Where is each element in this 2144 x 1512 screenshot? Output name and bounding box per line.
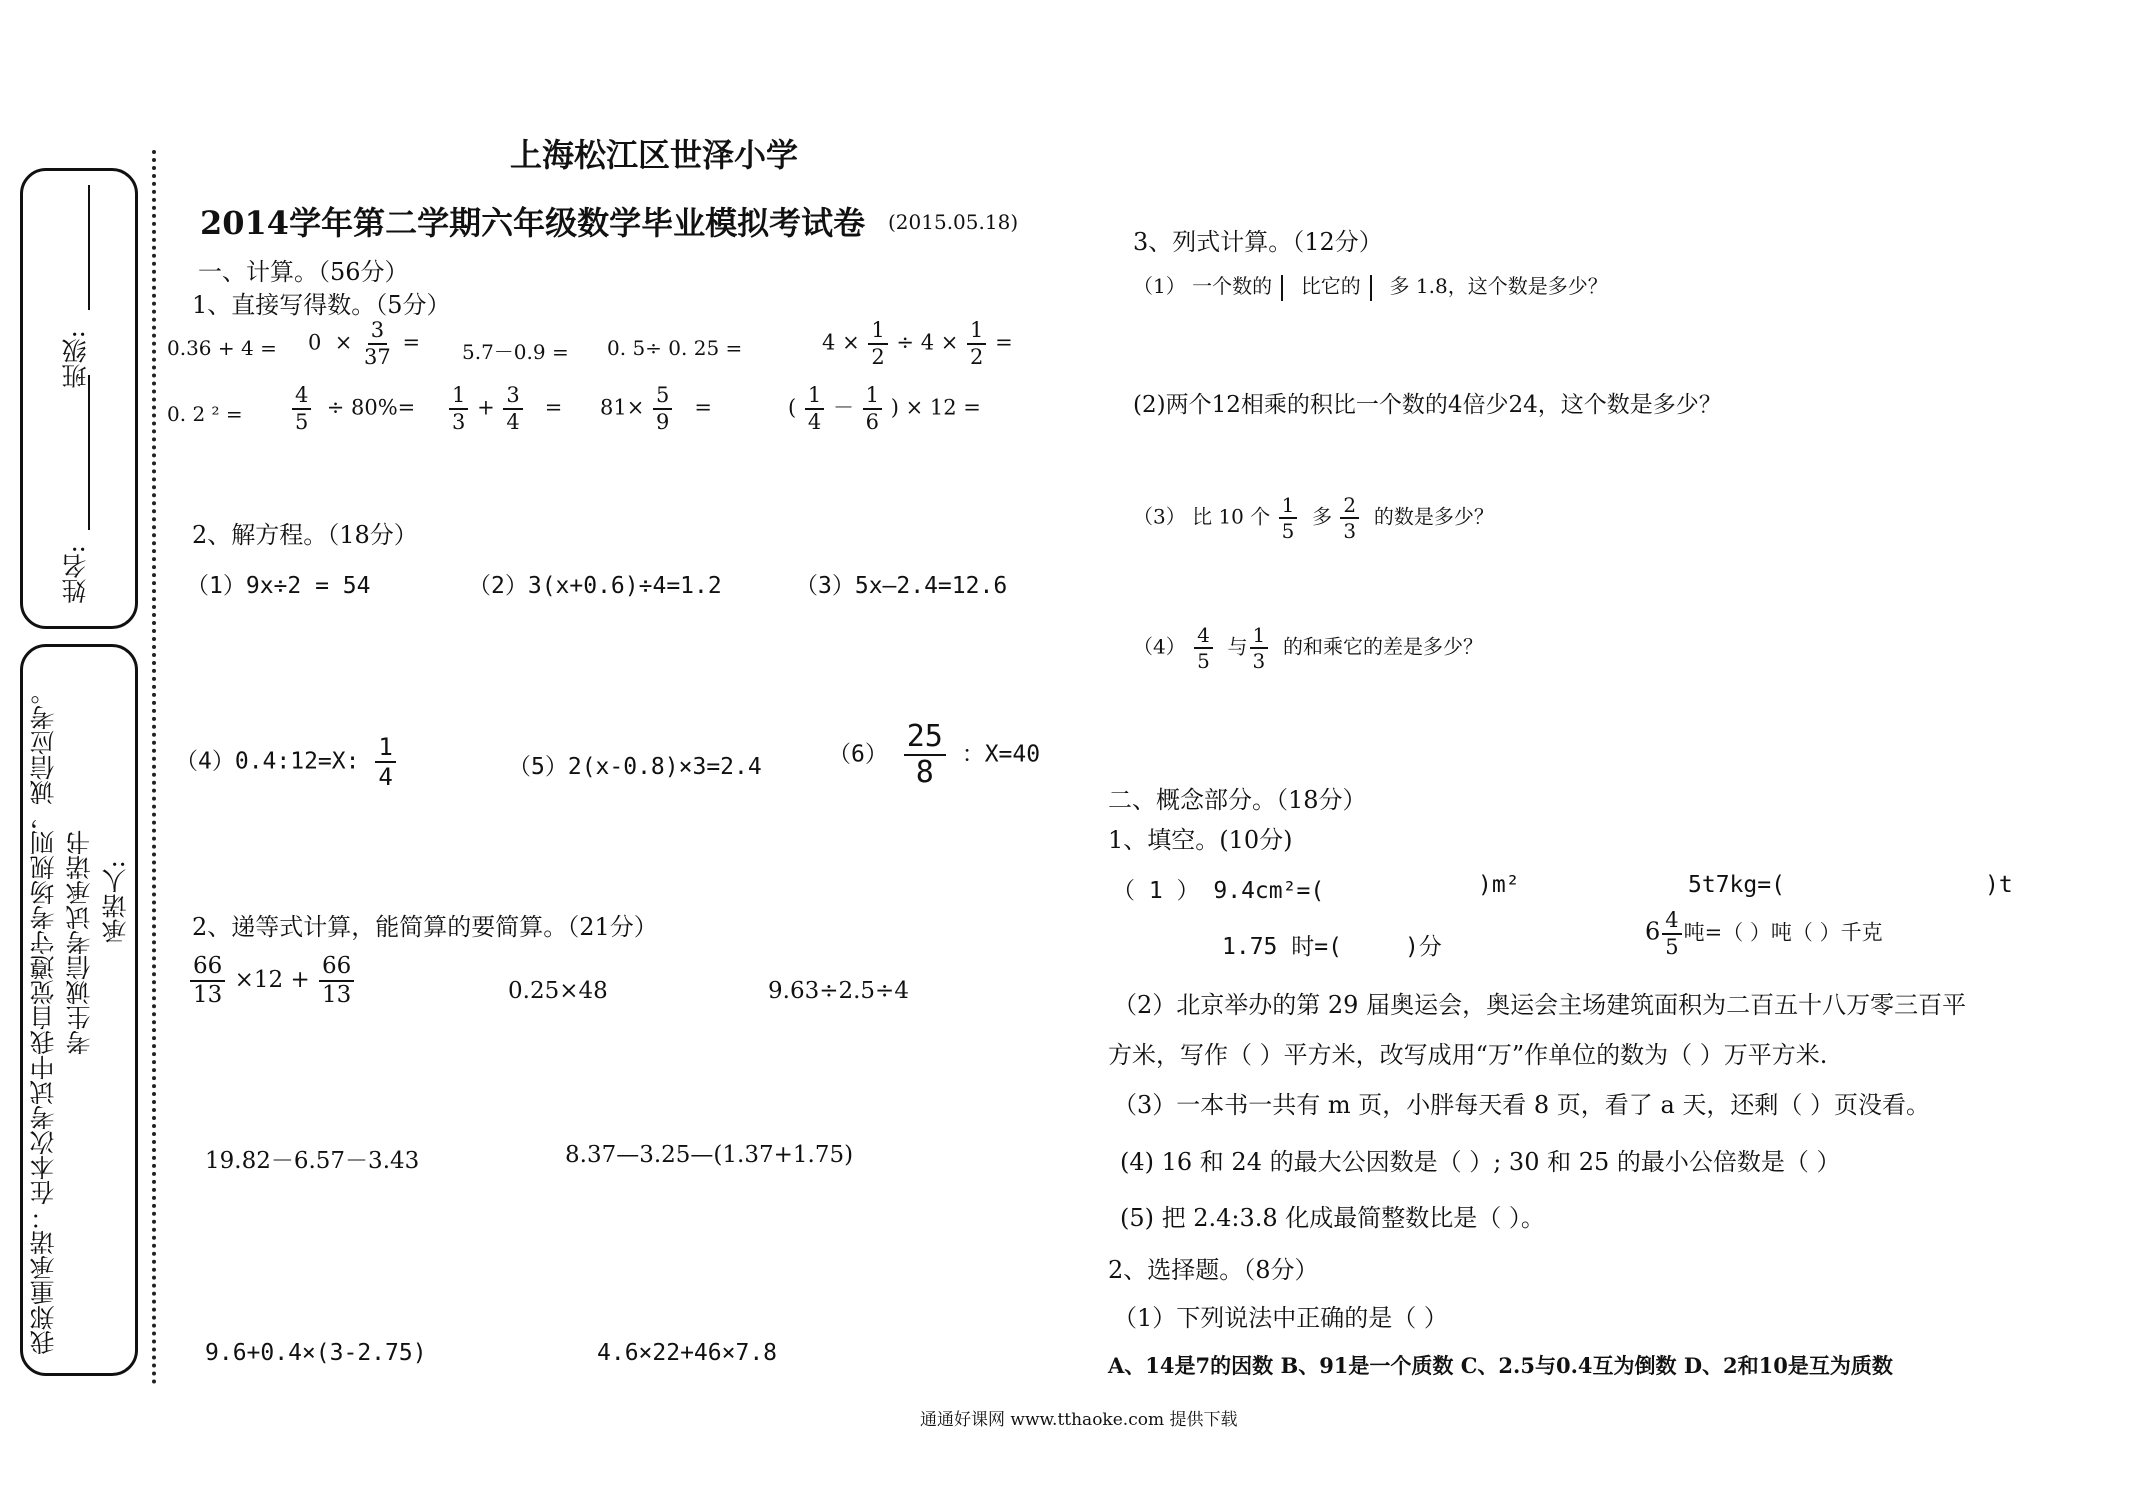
- stepcalc-4: 19.82－6.57－3.43: [205, 1148, 420, 1174]
- equation-6: （6） $\frac{25}{8}$ ：X=40: [828, 719, 1041, 790]
- calc-r1-c: 5.7－0.9 =: [462, 340, 569, 364]
- stepcalc-2: 0.25×48: [508, 978, 608, 1004]
- equation-1: （1）9x÷2 = 54: [186, 573, 371, 599]
- choice-heading: 2、选择题。（8分）: [1108, 1256, 1319, 1284]
- list-calc-2: (2)两个12相乘的积比一个数的4倍少24，这个数是多少？: [1133, 392, 1722, 418]
- binding-dotted-line: [152, 150, 156, 1385]
- exam-date: (2015.05.18): [888, 210, 1019, 234]
- stepcalc-6: 9.6+0.4×(3-2.75): [205, 1340, 427, 1366]
- fill-4: (4) 16 和 24 的最大公因数是（ ）; 30 和 25 的最小公倍数是（ ）: [1120, 1148, 1841, 1176]
- section1-heading: 一、计算。（56分）: [198, 258, 409, 286]
- choice-1-options: A、14是7的因数 B、91是一个质数 C、2.5与0.4互为倒数 D、2和10是互为质数: [1108, 1353, 1893, 1378]
- fill-heading: 1、填空。(10分): [1108, 826, 1293, 854]
- calc-r2-d: 81× $\frac{5}{9}$ =: [600, 383, 713, 434]
- pledge-signer: 承诺人:: [101, 860, 130, 944]
- fill-1g: 6 $\frac{4}{5}$ 吨=（ ）吨（ ）千克: [1645, 908, 1883, 959]
- list-calc-3: （3） 比 10 个 $\frac{1}{5}$ 多 $\frac{2}{3}$ 的数是多少？: [1133, 493, 1494, 543]
- stepcalc-7: 4.6×22+46×7.8: [597, 1340, 778, 1366]
- pledge-title: 考生诚信考试承诺书: [65, 830, 94, 1055]
- part1-heading: 1、直接写得数。（5分）: [192, 291, 451, 319]
- calc-r1-a: 0.36 + 4 =: [167, 336, 277, 360]
- part2-heading: 2、解方程。（18分）: [192, 521, 418, 549]
- fill-1e: 1.75 时=(: [1222, 934, 1342, 960]
- fill-1f: )分: [1405, 934, 1442, 960]
- fill-2-line1: （2）北京举办的第 29 届奥运会，奥运会主场建筑面积为二百五十八万零三百平: [1113, 991, 1967, 1019]
- calc-r1-e: 4 × $\frac{1}{2}$ ÷ 4 × $\frac{1}{2}$ =: [822, 318, 1013, 369]
- class-label: 班级:: [61, 330, 90, 389]
- fill-2-line2: 方米，写作（ ）平方米，改写成用“万”作单位的数为（ ）万平方米.: [1108, 1041, 1828, 1069]
- fill-1d: )t: [1985, 872, 2013, 898]
- class-line: [88, 185, 90, 310]
- stepcalc-1: $\frac{66}{13}$ ×12 + $\frac{66}{13}$: [188, 955, 356, 1007]
- pledge-text: 我郑重承诺：在本次考试中我自觉遵守考场规则，诚信应考。: [29, 680, 58, 1355]
- school-name: 上海松江区世泽小学: [510, 136, 799, 174]
- name-line: [88, 375, 90, 530]
- equation-5: （5）2(x-0.8)×3=2.4: [508, 754, 762, 780]
- fill-1a: （ 1 ） 9.4cm²=(: [1112, 878, 1325, 904]
- stepcalc-5: 8.37—3.25—(1.37+1.75): [565, 1142, 854, 1168]
- calc-r2-b: $\frac{4}{5}$ ÷ 80%=: [290, 385, 415, 433]
- fill-3: （3）一本书一共有 m 页，小胖每天看 8 页，看了 a 天，还剩（ ）页没看。: [1113, 1091, 1931, 1119]
- part3-heading: 2、递等式计算，能简算的要简算。（21分）: [192, 913, 658, 941]
- part-list-calc-heading: 3、列式计算。（12分）: [1133, 228, 1383, 256]
- choice-1: （1）下列说法中正确的是（ ）: [1113, 1304, 1448, 1332]
- exam-title: 2014学年第二学期六年级数学毕业模拟考试卷: [200, 204, 866, 242]
- footer-source: 通通好课网 www.tthaoke.com 提供下载: [920, 1410, 1238, 1430]
- fill-1b: )m²: [1478, 872, 1520, 898]
- equation-2: （2）3(x+0.6)÷4=1.2: [468, 573, 722, 599]
- section2-heading: 二、概念部分。（18分）: [1108, 786, 1367, 814]
- list-calc-1: （1） 一个数的 比它的 多 1.8，这个数是多少？: [1133, 270, 1608, 301]
- fill-1c: 5t7kg=(: [1688, 872, 1785, 898]
- calc-r1-d: 0. 5÷ 0. 25 =: [607, 336, 743, 360]
- calc-r1-b: 0 × $\frac{3}{37}$ =: [308, 318, 421, 369]
- calc-r2-c: $\frac{1}{3}$ + $\frac{3}{4}$ =: [447, 385, 562, 433]
- fill-5: (5) 把 2.4:3.8 化成最简整数比是（ ）。: [1120, 1204, 1545, 1232]
- equation-3: （3）5x—2.4=12.6: [795, 573, 1008, 599]
- name-label: 姓名:: [61, 545, 90, 604]
- calc-r2-a: 0. 2 ² =: [167, 402, 243, 426]
- equation-4: （4）0.4:12=X: $\frac{1}{4}$: [175, 735, 398, 789]
- list-calc-4: （4） $\frac{4}{5}$ 与 $\frac{1}{3}$ 的和乘它的差是多少？: [1133, 623, 1483, 673]
- calc-r2-e: ( $\frac{1}{4}$ － $\frac{1}{6}$ ) × 12 =: [788, 383, 981, 434]
- stepcalc-3: 9.63÷2.5÷4: [768, 978, 909, 1004]
